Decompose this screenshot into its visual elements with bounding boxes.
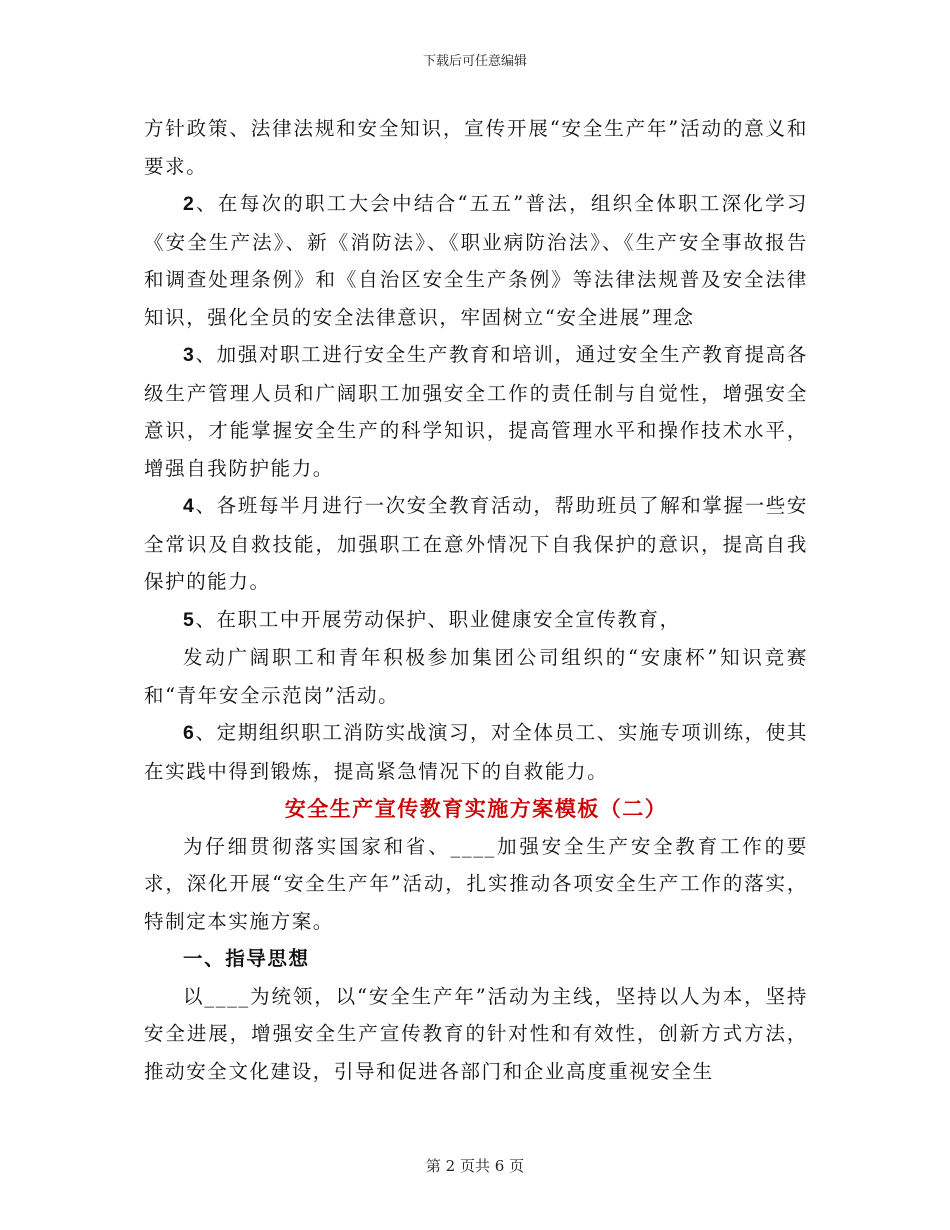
page-header: 下载后可任意编辑: [422, 54, 527, 69]
section-heading: 一、指导思想: [183, 947, 310, 970]
paragraph: 以____为统领，以“安全生产年”活动为主线，坚持以人为本，坚持安全进展，增强安全生产宣传教育的针对性和有效性，创新方式方法，推动安全文化建设，引导和促进各部门和企业高度重视安全生: [144, 984, 808, 1083]
section-title: 安全生产宣传教育实施方案模板（二）: [284, 796, 668, 821]
document-body: [144, 110, 808, 1090]
paragraph-item-3: [144, 336, 808, 487]
item-number: 4: [183, 495, 196, 517]
item-number: 2: [183, 193, 196, 215]
paragraph-text: 、定期组织职工消防实战演习，对全体员工、实施专项训练，使其在实践中得到锻炼，提高紧急情况下的自救能力。: [144, 721, 808, 783]
item-number: 3: [183, 344, 196, 366]
paragraph-text: 、在每次的职工大会中结合“五五”普法，组织全体职工深化学习《安全生产法》、新《消防法》、《职业病防治法》、《生产安全事故报告和调查处理条例》和《自治区安全生产条例》等法律法规普及安全法律知识，强化全员的安全法律意识，牢固树立“安全进展”理念: [144, 192, 808, 329]
paragraph: 为仔细贯彻落实国家和省、____加强安全生产安全教育工作的要求，深化开展“安全生产年”活动，扎实推动各项安全生产工作的落实，特制定本实施方案。: [144, 834, 808, 933]
paragraph-item-4: [144, 487, 808, 601]
paragraph-item-5: [144, 601, 808, 640]
paragraph: 发动广阔职工和青年积极参加集团公司组织的“安康杯”知识竞赛和“青年安全示范岗”活动。: [144, 646, 808, 707]
page-footer: 第 2 页共 6 页: [425, 1157, 525, 1175]
paragraph-text: 、各班每半月进行一次安全教育活动，帮助班员了解和掌握一些安全常识及自救技能，加强职工在意外情况下自我保护的意识，提高自我保护的能力。: [144, 494, 808, 593]
paragraph-text: 、加强对职工进行安全生产教育和培训，通过安全生产教育提高各级生产管理人员和广阔职工加强安全工作的责任制与自觉性，增强安全意识，才能掌握安全生产的科学知识，提高管理水平和操作技术水平，增强自我防护能力。: [144, 343, 808, 480]
paragraph-text: 、在职工中开展劳动保护、职业健康安全宣传教育，: [195, 607, 681, 631]
item-number: 5: [183, 608, 196, 631]
paragraph-item-6: [144, 714, 808, 790]
paragraph: 方针政策、法律法规和安全知识，宣传开展“安全生产年”活动的意义和要求。: [144, 117, 808, 178]
paragraph-item-2: [144, 185, 808, 336]
item-number: 6: [183, 722, 196, 744]
